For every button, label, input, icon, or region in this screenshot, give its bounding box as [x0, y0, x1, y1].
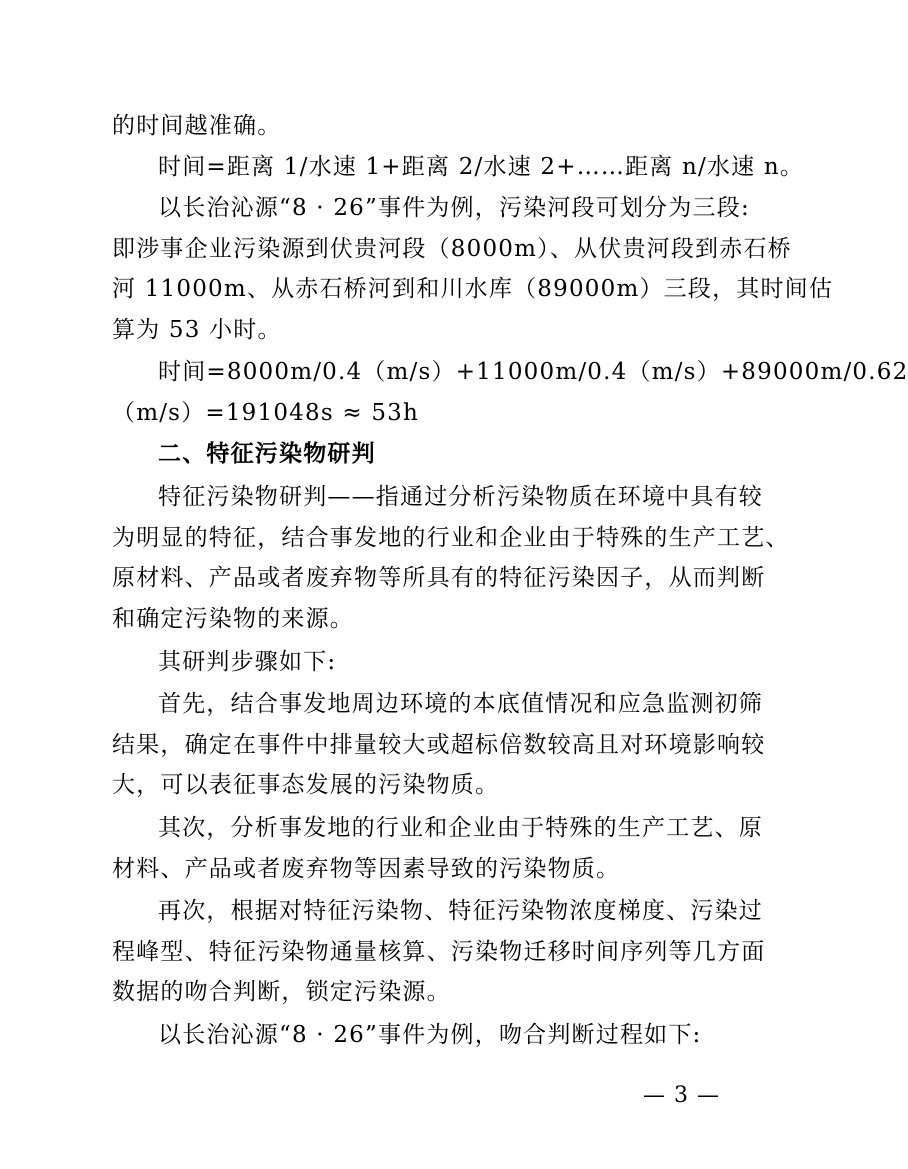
paragraph-step-second	[112, 808, 763, 889]
paragraph-example-match	[112, 1015, 718, 1056]
paragraph-time-calculation	[112, 352, 908, 433]
text-line: 特征污染物研判——指通过分析污染物质在环境中具有较	[158, 484, 763, 510]
text-line: 时间=距离 1/水速 1+距离 2/水速 2+……距离 n/水速 n。	[158, 154, 805, 180]
text-line: 时间=8000m/0.4（m/s）+11000m/0.4（m/s）+89000m/0.62	[158, 359, 908, 385]
text-line: 再次，根据对特征污染物、特征污染物浓度梯度、污染过	[158, 898, 763, 924]
text-line: 程峰型、特征污染物通量核算、污染物迁移时间序列等几方面	[112, 938, 766, 965]
text-line: 以长治沁源“8 · 26”事件为例，吻合判断过程如下:	[158, 1022, 702, 1048]
heading-text: 二、特征污染物研判	[158, 441, 376, 467]
text-line: 和确定污染物的来源。	[112, 605, 354, 632]
text-line: 为明显的特征，结合事发地的行业和企业由于特殊的生产工艺、	[112, 524, 790, 551]
text-line: 首先，结合事发地周边环境的本底值情况和应急监测初筛	[158, 691, 763, 717]
text-line: 以长治沁源“8 · 26”事件为例，污染河段可划分为三段:	[158, 195, 750, 221]
paragraph-time-accuracy	[112, 106, 718, 147]
text-line: 其次，分析事发地的行业和企业由于特殊的生产工艺、原	[158, 815, 763, 841]
text-line: 材料、产品或者废弃物等因素导致的污染物质。	[112, 855, 621, 882]
text-line: 即涉事企业污染源到伏贵河段（8000m）、从伏贵河段到赤石桥	[112, 235, 792, 262]
text-line: 数据的吻合判断，锁定污染源。	[112, 979, 451, 1005]
text-line: 河 11000m、从赤石桥河到和川水库（89000m）三段，其时间估	[112, 276, 834, 302]
text-line: 结果，确定在事件中排量较大或超标倍数较高且对环境影响较	[112, 731, 766, 758]
paragraph-example-segments	[112, 188, 834, 350]
section-heading	[112, 434, 718, 475]
text-line: 的时间越准确。	[112, 113, 282, 139]
text-line: 原材料、产品或者废弃物等所具有的特征污染因子，从而判断	[112, 565, 766, 591]
paragraph-step-first	[112, 684, 766, 806]
text-line: 大，可以表征事态发展的污染物质。	[112, 772, 500, 798]
page-number: — 3 —	[643, 1083, 720, 1108]
text-line: 其研判步骤如下:	[158, 649, 337, 675]
paragraph-time-formula	[112, 147, 805, 188]
text-line: 算为 53 小时。	[112, 316, 282, 343]
paragraph-steps-intro	[112, 642, 718, 683]
paragraph-definition	[112, 477, 790, 639]
text-line: （m/s）=191048s ≈ 53h	[112, 399, 420, 426]
paragraph-step-third	[112, 891, 766, 1013]
